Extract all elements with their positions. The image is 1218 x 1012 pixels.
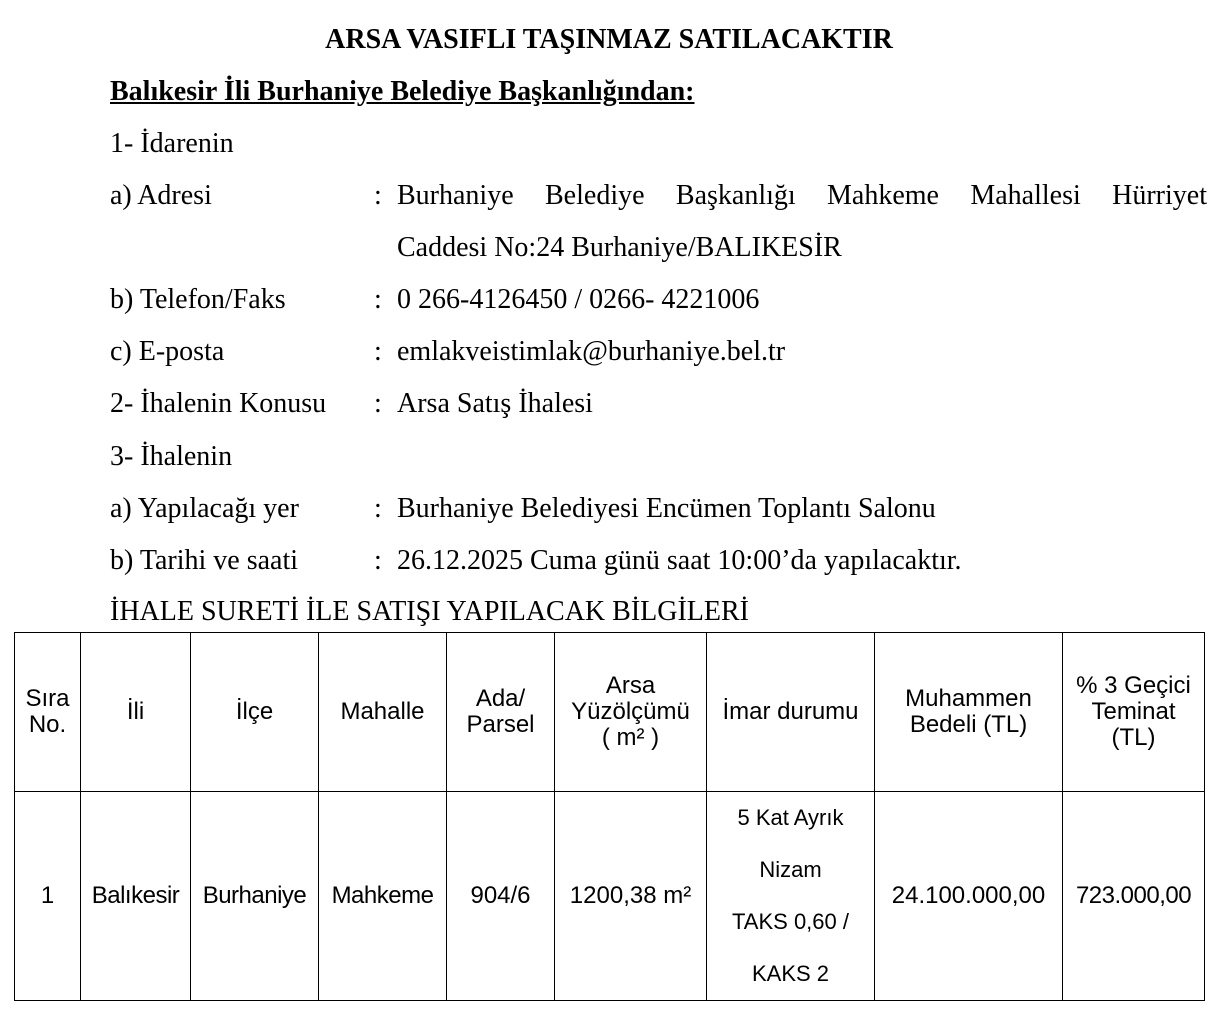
- address-value-line2: Caddesi No:24 Burhaniye/BALIKESİR: [397, 232, 842, 263]
- header-ili: [81, 633, 191, 792]
- header-sira-line1: Sıra: [25, 685, 70, 712]
- header-teminat: [1063, 633, 1205, 792]
- cell-imar-line1: 5 Kat Ayrık: [737, 805, 844, 830]
- header-teminat-line1: % 3 Geçici: [1076, 672, 1191, 699]
- header-teminat-line3: (TL): [1111, 724, 1156, 751]
- header-arsa-line1: Arsa: [605, 672, 656, 699]
- cell-imar-line3: TAKS 0,60 /: [732, 909, 849, 934]
- header-muhammen-line1: Muhammen: [905, 685, 1032, 712]
- header-arsa: [555, 633, 707, 792]
- colon: :: [374, 493, 382, 524]
- place-value: Burhaniye Belediyesi Encümen Toplantı Salonu: [397, 493, 936, 524]
- date-value: 26.12.2025 Cuma günü saat 10:00’da yapılacaktır.: [397, 545, 962, 576]
- header-sira: [15, 633, 81, 792]
- header-mahalle: [319, 633, 447, 792]
- cell-ilce: Burhaniye: [191, 792, 319, 1001]
- page-title: ARSA VASIFLI TAŞINMAZ SATILACAKTIR: [325, 24, 893, 55]
- section-1-label: 1- İdarenin: [110, 128, 234, 159]
- colon: :: [374, 284, 382, 315]
- cell-ada-parsel: 904/6: [447, 792, 555, 1001]
- place-label: a) Yapılacağı yer: [110, 493, 299, 524]
- colon: :: [374, 336, 382, 367]
- phone-value: 0 266-4126450 / 0266- 4221006: [397, 284, 760, 315]
- address-label: a) Adresi: [110, 180, 212, 211]
- cell-imar-line2: Nizam: [759, 857, 822, 882]
- subject-value: Arsa Satış İhalesi: [397, 388, 593, 419]
- cell-mahalle: Mahkeme: [319, 792, 447, 1001]
- header-ilce: [191, 633, 319, 792]
- header-muhammen: [875, 633, 1063, 792]
- header-ada-line1: Ada/: [475, 685, 526, 712]
- table-header-row: [15, 633, 1205, 792]
- table-heading: İHALE SURETİ İLE SATIŞI YAPILACAK BİLGİLERİ: [110, 596, 750, 627]
- section-3-label: 3- İhalenin: [110, 441, 233, 472]
- header-muhammen-line2: Bedeli (TL): [909, 711, 1028, 738]
- cell-imar-line4: KAKS 2: [751, 961, 830, 986]
- header-arsa-line3: ( m² ): [601, 724, 660, 751]
- cell-teminat: 723.000,00: [1063, 792, 1205, 1001]
- header-arsa-line2: Yüzölçümü: [571, 698, 690, 725]
- header-imar: [707, 633, 875, 792]
- cell-muhammen: 24.100.000,00: [875, 792, 1063, 1001]
- header-ilce-text: İlçe: [235, 698, 274, 725]
- subject-label: 2- İhalenin Konusu: [110, 388, 327, 419]
- cell-ili: Balıkesir: [81, 792, 191, 1001]
- issuer-heading: Balıkesir İli Burhaniye Belediye Başkanlığından:: [110, 76, 695, 107]
- cell-sira: 1: [15, 792, 81, 1001]
- date-label: b) Tarihi ve saati: [110, 545, 299, 576]
- header-sira-line2: No.: [28, 711, 67, 738]
- header-ada-line2: Parsel: [466, 711, 535, 738]
- header-ili-text: İli: [126, 698, 145, 725]
- colon: :: [374, 180, 382, 211]
- table-row: [15, 792, 1205, 1001]
- cell-arsa: 1200,38 m²: [555, 792, 707, 1001]
- header-mahalle-text: Mahalle: [340, 698, 425, 725]
- header-teminat-line2: Teminat: [1091, 698, 1176, 725]
- header-imar-text: İmar durumu: [722, 698, 859, 725]
- header-ada-parsel: [447, 633, 555, 792]
- phone-label: b) Telefon/Faks: [110, 284, 286, 315]
- colon: :: [374, 388, 382, 419]
- cell-imar: [707, 792, 875, 1001]
- sale-table: [14, 632, 1205, 1001]
- email-value: emlakveistimlak@burhaniye.bel.tr: [397, 336, 786, 367]
- email-label: c) E-posta: [110, 336, 225, 367]
- address-value-line1: Burhaniye Belediye Başkanlığı Mahkeme Mahallesi Hürriyet: [397, 180, 1207, 211]
- colon: :: [374, 545, 382, 576]
